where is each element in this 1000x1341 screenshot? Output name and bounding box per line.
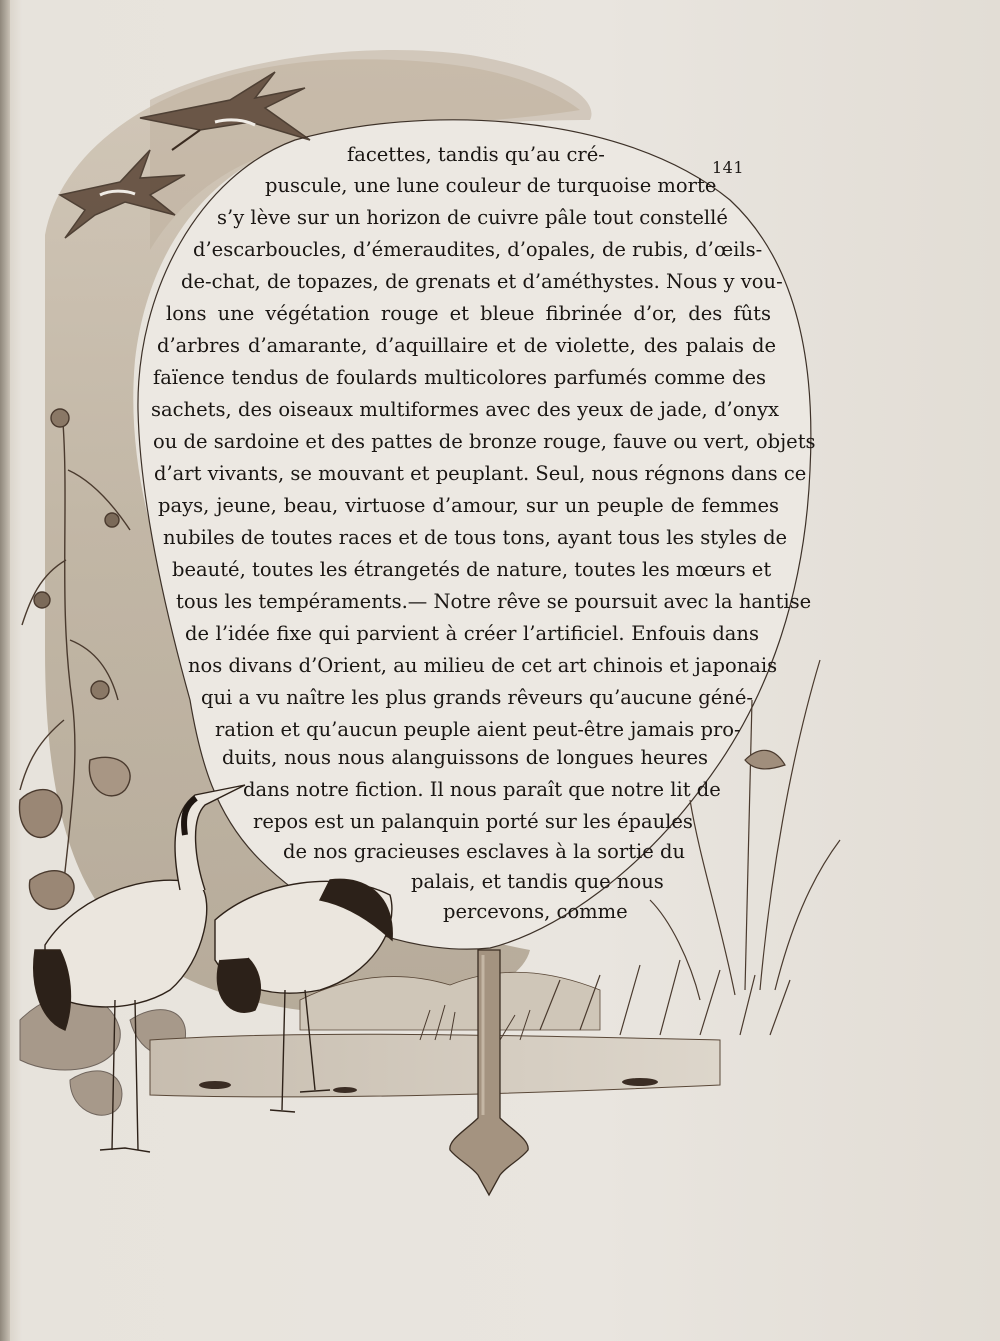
text-line: repos est un palanquin porté sur les épaules (253, 810, 693, 833)
text-line: percevons, comme (443, 900, 628, 923)
text-line: puscule, une lune couleur de turquoise morte (265, 174, 717, 197)
text-line: beauté, toutes les étrangetés de nature, toutes les mœurs et (172, 558, 772, 581)
text-line: de-chat, de topazes, de grenats et d’améthystes. Nous y vou- (181, 270, 783, 293)
text-line: pays, jeune, beau, virtuose d’amour, sur un peuple de femmes (158, 494, 779, 517)
text-line: ration et qu’aucun peuple aient peut-être jamais pro- (215, 718, 741, 741)
text-line: d’art vivants, se mouvant et peuplant. Seul, nous régnons dans ce (154, 462, 807, 485)
text-line: de nos gracieuses esclaves à la sortie du (283, 840, 686, 863)
text-line: d’escarboucles, d’émeraudites, d’opales, de rubis, d’œils- (193, 238, 763, 261)
water (150, 1034, 720, 1097)
text-line: tous les tempéraments.— Notre rêve se poursuit avec la hantise (176, 590, 812, 613)
text-line: lons une végétation rouge et bleue fibrinée d’or, des fûts (166, 302, 771, 325)
text-line: de l’idée fixe qui parvient à créer l’artificiel. Enfouis dans (185, 622, 759, 645)
text-line: dans notre fiction. Il nous paraît que notre lit de (243, 778, 721, 801)
page-number: 141 (712, 158, 745, 177)
text-line: duits, nous nous alanguissons de longues heures (222, 746, 708, 769)
text-line: nubiles de toutes races et de tous tons, ayant tous les styles de (163, 526, 788, 549)
text-line: ou de sardoine et des pattes de bronze rouge, fauve ou vert, objets (153, 430, 816, 453)
text-line: faïence tendus de foulards multicolores parfumés comme des (153, 366, 766, 389)
text-line: nos divans d’Orient, au milieu de cet art chinois et japonais (188, 654, 778, 677)
text-line: palais, et tandis que nous (411, 870, 664, 893)
text-line: d’arbres d’amarante, d’aquillaire et de violette, des palais de (157, 334, 776, 357)
text-line: facettes, tandis qu’au cré- (347, 143, 605, 166)
text-line: s’y lève sur un horizon de cuivre pâle tout constellé (217, 206, 728, 229)
text-line: qui a vu naître les plus grands rêveurs qu’aucune géné- (201, 686, 753, 709)
text-line: sachets, des oiseaux multiformes avec des yeux de jade, d’onyx (151, 398, 779, 421)
